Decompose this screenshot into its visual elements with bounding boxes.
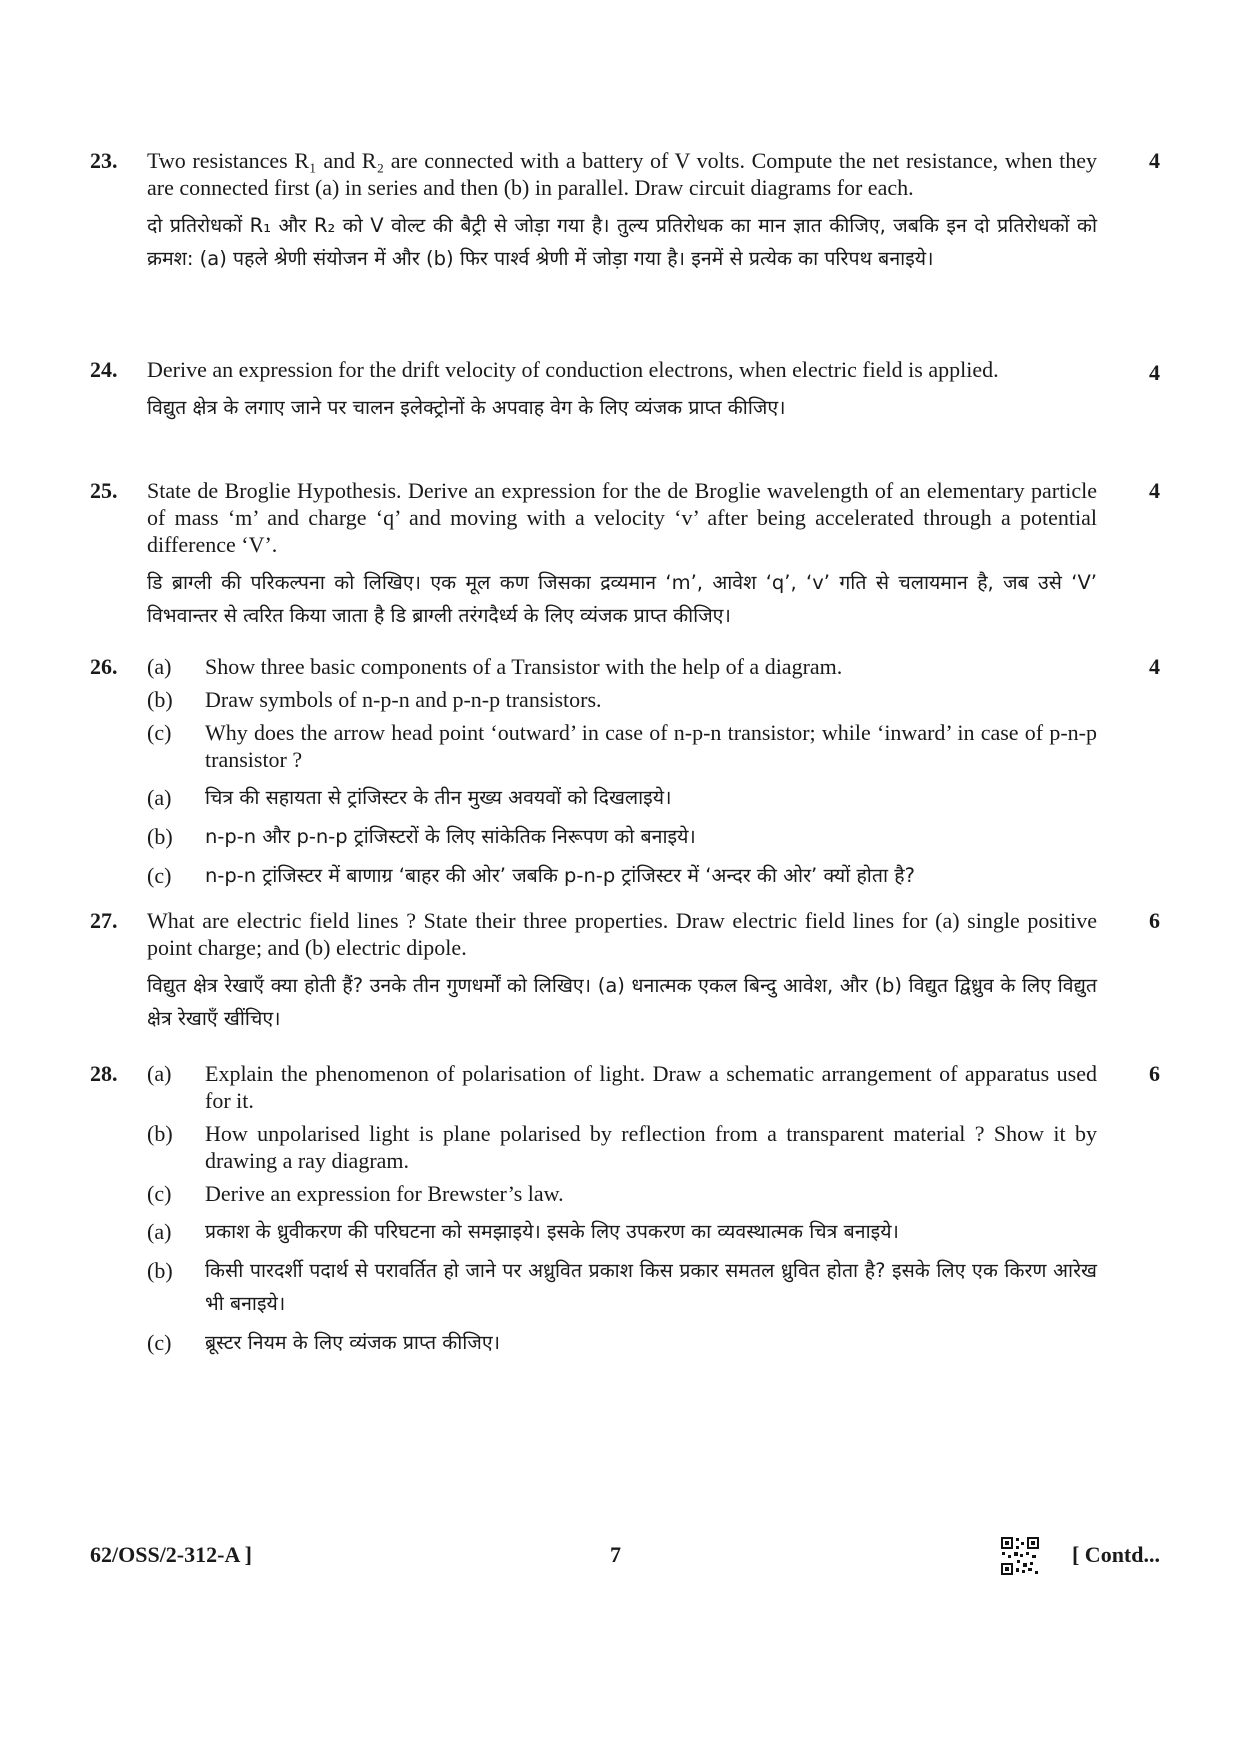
question-number: 24. xyxy=(90,357,118,382)
question-text-english: Derive an expression for the drift velocity of conduction electrons, when electric field is applied. xyxy=(147,357,999,382)
question-marks: 6 xyxy=(1149,1061,1160,1086)
subpart-hi-c xyxy=(147,1326,1097,1359)
subpart-en-c xyxy=(147,1180,1097,1207)
subpart-text: n-p-n ट्रांजिस्टर में बाणाग्र ‘बाहर की ओर’ जबकि p-n-p ट्रांजिस्टर में ‘अन्दर की ओर’ क्यों होता है? xyxy=(205,864,915,887)
page-footer xyxy=(90,1540,1160,1574)
qr-code-icon xyxy=(1000,1536,1040,1576)
question-28 xyxy=(90,1060,1160,1359)
subpart-label: (a) xyxy=(147,785,172,810)
question-marks: 4 xyxy=(1149,478,1160,503)
subpart-text: Show three basic components of a Transistor with the help of a diagram. xyxy=(205,654,843,679)
subpart-hi-b xyxy=(147,1254,1097,1320)
question-text-english: What are electric field lines ? State their three properties. Draw electric field lines for (a) single positive point charge; and (b) electric dipole. xyxy=(147,908,1097,960)
subpart-label: (a) xyxy=(147,1219,172,1244)
subpart-label: (c) xyxy=(147,720,172,745)
subpart-en-b xyxy=(147,1120,1097,1174)
subpart-label: (b) xyxy=(147,1121,173,1146)
subpart-en-a xyxy=(147,1060,1097,1114)
subpart-text: प्रकाश के ध्रुवीकरण की परिघटना को समझाइये। इसके लिए उपकरण का व्यवस्थात्मक चित्र बनाइये। xyxy=(205,1220,899,1243)
subpart-text: Why does the arrow head point ‘outward’ in case of n-p-n transistor; while ‘inward’ in case of p-n-p transistor ? xyxy=(205,720,1097,772)
subpart-label: (c) xyxy=(147,863,172,888)
subpart-text: Explain the phenomenon of polarisation of light. Draw a schematic arrangement of apparatus used for it. xyxy=(205,1061,1097,1113)
question-text-hindi: डि ब्राग्ली की परिकल्पना को लिखिए। एक मूल कण जिसका द्रव्यमान ‘m’, आवेश ‘q’, ‘v’ गति से चलायमान है, जब उसे ‘V’ विभवान्तर से त्वरित किया जाता है डि ब्राग्ली तरंगदैर्ध्य के लिए व्यंजक प्राप्त कीजिए। xyxy=(147,571,1097,627)
question-text-hindi: विद्युत क्षेत्र रेखाएँ क्या होती हैं? उनके तीन गुणधर्मों को लिखिए। (a) धनात्मक एकल बिन्दु आवेश, और (b) विद्युत द्विध्रुव के लिए विद्युत क्षेत्र रेखाएँ खींचिए। xyxy=(147,974,1097,1030)
question-24 xyxy=(90,356,1160,424)
question-number: 27. xyxy=(90,908,118,933)
question-number: 28. xyxy=(90,1061,118,1086)
subpart-en-a xyxy=(147,653,1097,680)
question-number: 23. xyxy=(90,148,118,173)
question-text-english: State de Broglie Hypothesis. Derive an expression for the de Broglie wavelength of an elementary particle of mass ‘m’ and charge ‘q’ and moving with a velocity ‘v’ after being accelerated through a potential difference ‘V’. xyxy=(147,478,1097,557)
subpart-en-b xyxy=(147,686,1097,713)
question-number: 25. xyxy=(90,478,118,503)
subpart-hi-a xyxy=(147,1215,1097,1248)
subpart-hi-c xyxy=(147,859,1097,892)
question-marks: 4 xyxy=(1149,360,1160,385)
subpart-label: (c) xyxy=(147,1330,172,1355)
subpart-text: Draw symbols of n-p-n and p-n-p transistors. xyxy=(205,687,602,712)
question-marks: 6 xyxy=(1149,908,1160,933)
paper-code: 62/OSS/2-312-A ] xyxy=(90,1542,252,1567)
question-text-english: Two resistances R₁ and R₂ are connected with a battery of V volts. Compute the net resistance, when they are connected first (a) in series and then (b) in parallel. Draw circuit diagrams for each. xyxy=(147,148,1097,200)
subpart-en-c xyxy=(147,719,1097,773)
question-27 xyxy=(90,907,1160,1035)
subpart-text: चित्र की सहायता से ट्रांजिस्टर के तीन मुख्य अवयवों को दिखलाइये। xyxy=(205,786,672,809)
page-number: 7 xyxy=(610,1542,621,1567)
question-text-hindi: दो प्रतिरोधकों R₁ और R₂ को V वोल्ट की बैट्री से जोड़ा गया है। तुल्य प्रतिरोधक का मान ज्ञात कीजिए, जबकि इन दो प्रतिरोधकों को क्रमश: (a) पहले श्रेणी संयोजन में और (b) फिर पार्श्व श्रेणी में जोड़ा गया है। इनमें से प्रत्येक का परिपथ बनाइये। xyxy=(147,214,1097,270)
continued-label: [ Contd... xyxy=(1071,1542,1160,1567)
subpart-hi-b xyxy=(147,820,1097,853)
subpart-label: (a) xyxy=(147,1061,172,1086)
question-26 xyxy=(90,653,1160,892)
question-marks: 4 xyxy=(1149,654,1160,679)
question-marks: 4 xyxy=(1149,148,1160,173)
subpart-text: किसी पारदर्शी पदार्थ से परावर्तित हो जाने पर अध्रुवित प्रकाश किस प्रकार समतल ध्रुवित होता है? इसके लिए एक किरण आरेख भी बनाइये। xyxy=(205,1259,1097,1315)
question-25 xyxy=(90,477,1160,632)
subpart-text: n-p-n और p-n-p ट्रांजिस्टरों के लिए सांकेतिक निरूपण को बनाइये। xyxy=(205,825,696,848)
subpart-text: Derive an expression for Brewster’s law. xyxy=(205,1181,564,1206)
subpart-label: (b) xyxy=(147,1258,173,1283)
subpart-hi-a xyxy=(147,781,1097,814)
subpart-text: ब्रूस्टर नियम के लिए व्यंजक प्राप्त कीजिए। xyxy=(205,1331,501,1354)
subpart-text: How unpolarised light is plane polarised by reflection from a transparent material ? Show it by drawing a ray diagram. xyxy=(205,1121,1097,1173)
subpart-label: (a) xyxy=(147,654,172,679)
subpart-label: (b) xyxy=(147,687,173,712)
subpart-label: (b) xyxy=(147,824,173,849)
subpart-label: (c) xyxy=(147,1181,172,1206)
question-number: 26. xyxy=(90,654,118,679)
question-text-hindi: विद्युत क्षेत्र के लगाए जाने पर चालन इलेक्ट्रोनों के अपवाह वेग के लिए व्यंजक प्राप्त कीजिए। xyxy=(147,396,786,419)
question-23 xyxy=(90,147,1160,275)
